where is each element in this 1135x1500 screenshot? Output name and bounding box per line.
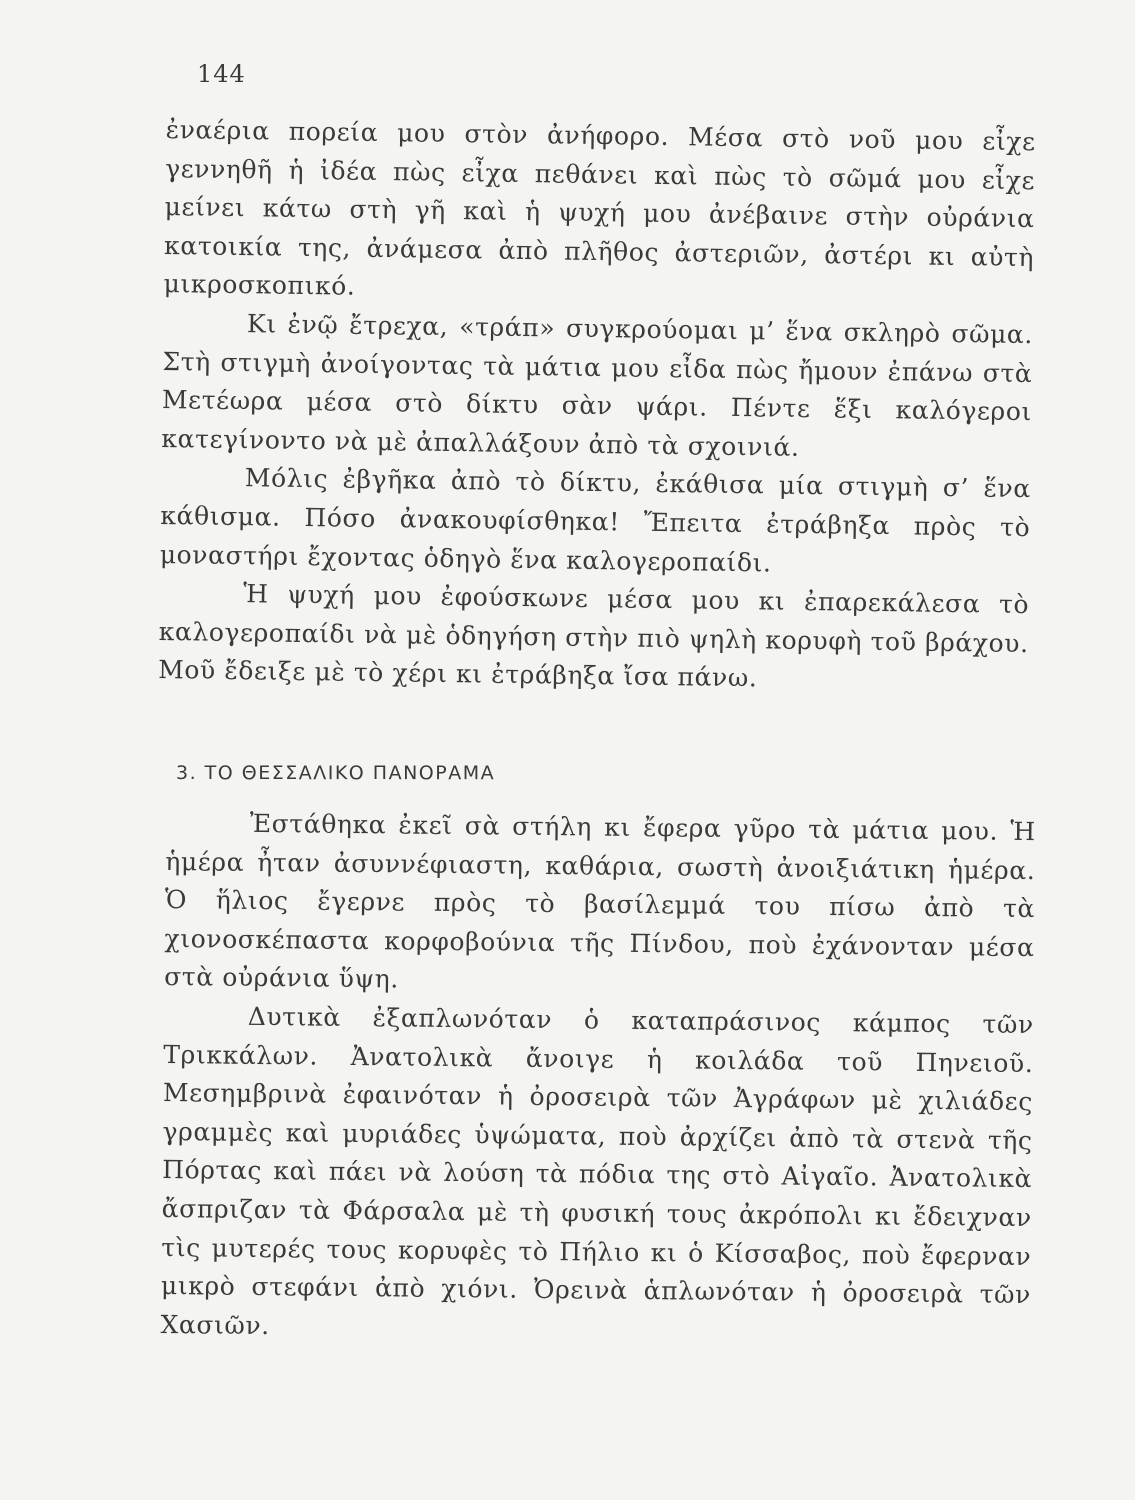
- text-block-section-2: [160, 804, 1036, 1353]
- paragraph: Δυτικὰ ἐξαπλωνόταν ὁ καταπράσινος κάμπος τῶν Τρικκάλων. Ἀνατολικὰ ἄνοιγε ἡ κοιλάδα τοῦ Πηνειοῦ. Μεσημβρινὰ ἐφαινόταν ἡ ὀροσειρὰ τῶν Ἀγράφων μὲ χιλιάδες γραμμὲς καὶ μυριάδες ὑψώματα, ποὺ ἀρχίζει ἀπὸ τὰ στενὰ τῆς Πόρτας καὶ πάει νὰ λούση τὰ πόδια της στὸ Αἰγαῖο. Ἀνατολικὰ ἄσπριζαν τὰ Φάρσαλα μὲ τὴ φυσική τους ἀκρόπολι κι ἔδειχναν τὶς μυτερές τους κορυφὲς τὸ Πήλιο κι ὁ Κίσσαβος, ποὺ ἔφερναν μικρὸ στεφάνι ἀπὸ χιόνι. Ὀρεινὰ ἁπλωνόταν ἡ ὀροσειρὰ τῶν Χασιῶν.: [160, 1001, 1034, 1340]
- paragraph: Μόλις ἐβγῆκα ἀπὸ τὸ δίκτυ, ἐκάθισα μία στιγμὴ σ’ ἕνα κάθισμα. Πόσο ἀνακουφίσθηκα! Ἔπειτα ἐτράβηξα πρὸς τὸ μοναστήρι ἔχοντας ὁδηγὸ ἕνα καλογεροπαίδι.: [159, 463, 1032, 578]
- paragraph: Ἡ ψυχή μου ἐφούσκωνε μέσα μου κι ἐπαρεκάλεσα τὸ καλογεροπαίδι νὰ μὲ ὁδηγήση στὴν πιὸ ψηλὴ κορυφὴ τοῦ βράχου. Μοῦ ἔδειξε μὲ τὸ χέρι κι ἐτράβηξα ἴσα πάνω.: [157, 579, 1030, 693]
- text-block-section-1: [158, 111, 1036, 702]
- page-number: 144: [197, 60, 246, 88]
- section-heading: 3. ΤΟ ΘΕΣΣΑΛΙΚΟ ΠΑΝΟΡΑΜΑ: [176, 762, 496, 784]
- paragraph: Κι ἐνῷ ἔτρεχα, «τράπ» συγκρούομαι μ’ ἕνα σκληρὸ σῶμα. Στὴ στιγμὴ ἀνοίγοντας τὰ μάτια μου εἶδα πὼς ἤμουν ἐπάνω στὰ Μετέωρα μέσα στὸ δίκτυ σὰν ψάρι. Πέντε ἕξι καλόγεροι κατεγίνοντο νὰ μὲ ἀπαλλάξουν ἀπὸ τὰ σχοινιά.: [161, 309, 1034, 462]
- paragraph: ἐναέρια πορεία μου στὸν ἀνήφορο. Μέσα στὸ νοῦ μου εἶχε γεννηθῆ ἡ ἰδέα πὼς εἶχα πεθάνει καὶ πὼς τὸ σῶμά μου εἶχε μείνει κάτω στὴ γῆ καὶ ἡ ψυχή μου ἀνέβαινε στὴν οὐράνια κατοικία της, ἀνάμεσα ἀπὸ πλῆθος ἀστεριῶν, ἀστέρι κι αὐτὴ μικροσκοπικό.: [163, 114, 1036, 302]
- paragraph: Ἐστάθηκα ἐκεῖ σὰ στήλη κι ἔφερα γῦρο τὰ μάτια μου. Ἡ ἡμέρα ἦταν ἀσυννέφιαστη, καθάρια, σωστὴ ἀνοιξιάτικη ἡμέρα. Ὁ ἥλιος ἔγερνε πρὸς τὸ βασίλεμμά του πίσω ἀπὸ τὰ χιονοσκέπαστα κορφοβούνια τῆς Πίνδου, ποὺ ἐχάνονταν μέσα στὰ οὐράνια ὕψη.: [164, 808, 1036, 994]
